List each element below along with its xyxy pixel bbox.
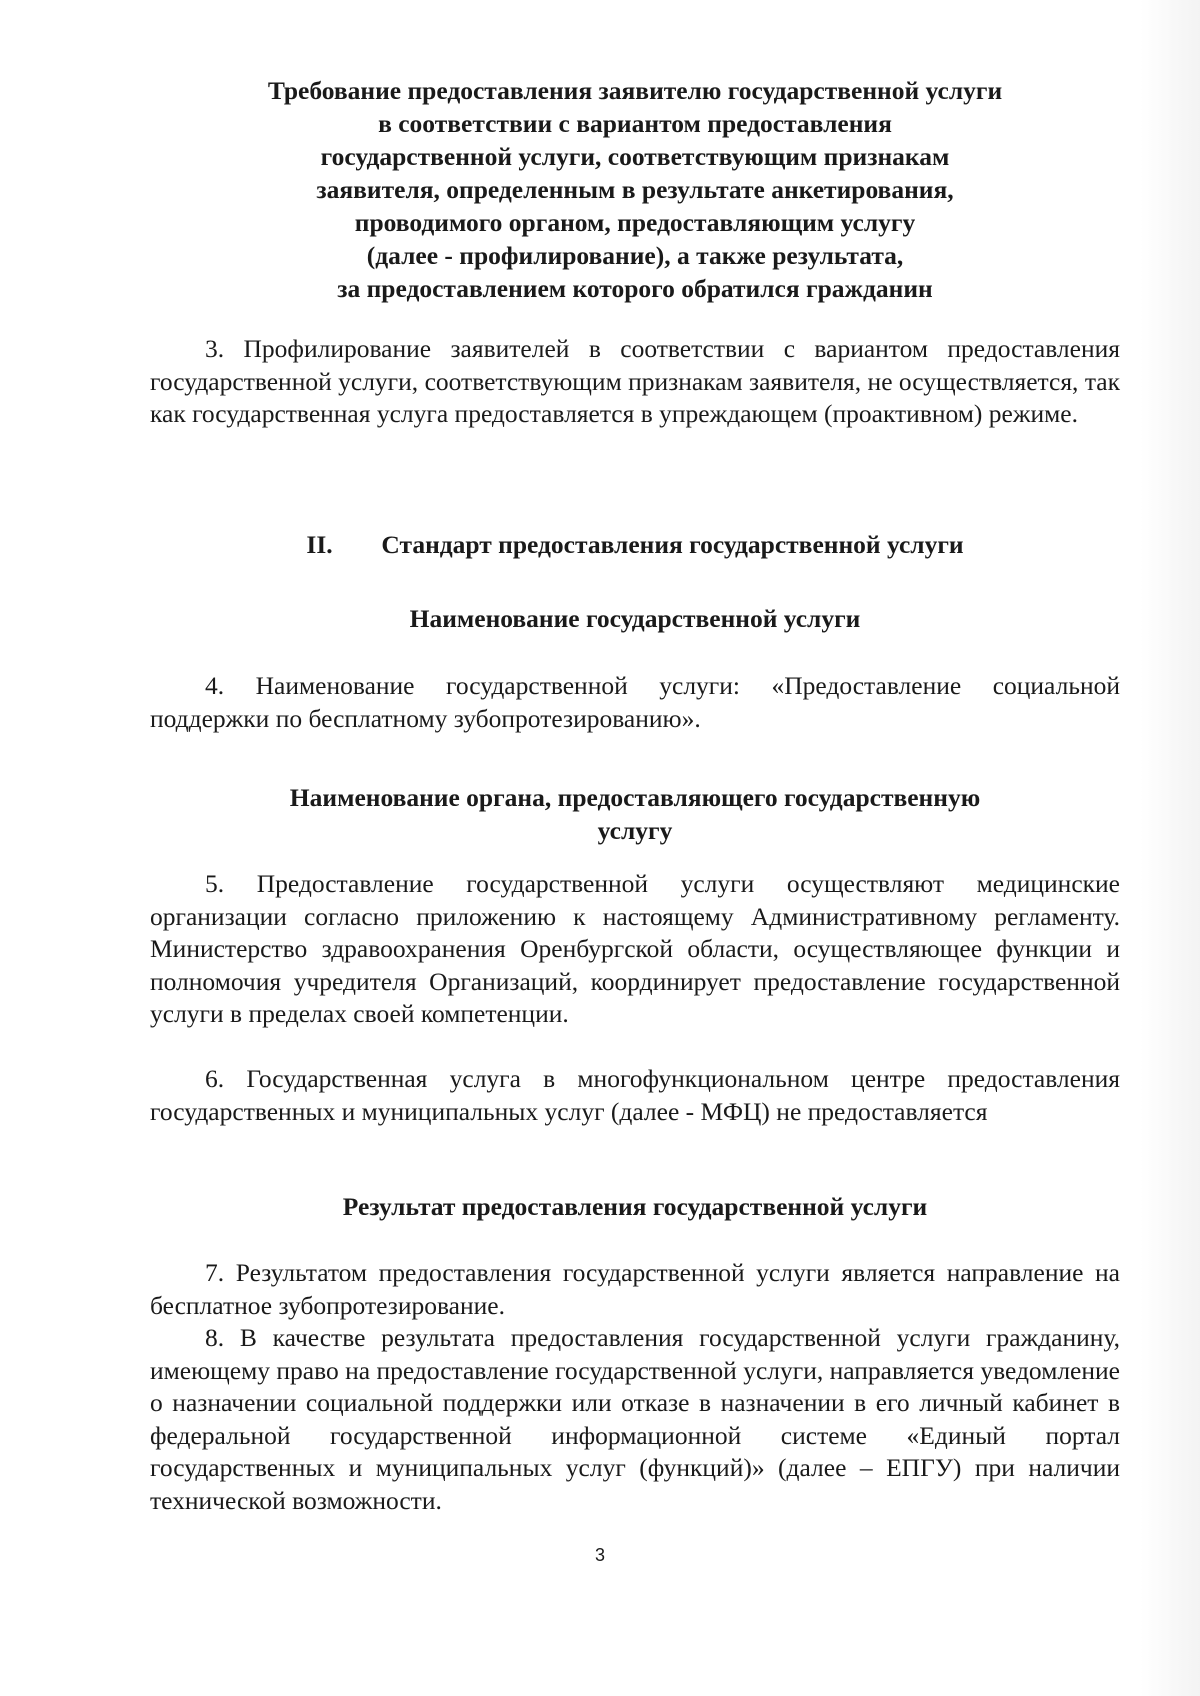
paragraph-7: 7. Результатом предоставления государственной услуги является направление на бесплатное зубопротезирование. xyxy=(150,1258,1120,1320)
section-heading xyxy=(150,528,1120,561)
heading-organ-line: услугу xyxy=(597,816,673,845)
title-line: в соответствии с вариантом предоставления xyxy=(378,109,892,138)
title-line: Требование предоставления заявителю государственной услуги xyxy=(267,76,1003,105)
heading-service-name: Наименование государственной услуги xyxy=(409,604,861,633)
title-line: за предоставлением которого обратился гражданин xyxy=(337,274,933,303)
paragraph-8: 8. В качестве результата предоставления государственной услуги гражданину, имеющему право на предоставление государственной услуги, направляется уведомление о назначении социальной поддержки или отказе в назначении в его личный кабинет в федеральной государственной информационной системе «Единый портал государственных и муниципальных услуг (функций)» (далее – ЕПГУ) при наличии технической возможности. xyxy=(150,1323,1120,1515)
title-block xyxy=(150,74,1120,305)
paragraph-4: 4. Наименование государственной услуги: «Предоставление социальной поддержки по бесплатному зубопротезированию». xyxy=(150,671,1120,733)
title-line: государственной услуги, соответствующим признакам xyxy=(320,142,950,171)
paragraph-3: 3. Профилирование заявителей в соответствии с вариантом предоставления государственной услуги, соответствующим признакам заявителя, не осуществляется, так как государственная услуга предоставляется в упреждающем (проактивном) режиме. xyxy=(150,334,1120,428)
section-number: II. xyxy=(306,530,333,559)
paragraph-6: 6. Государственная услуга в многофункциональном центре предоставления государственных и муниципальных услуг (далее - МФЦ) не предоставляется xyxy=(150,1064,1120,1126)
title-line: проводимого органом, предоставляющим услугу xyxy=(354,208,916,237)
heading-result: Результат предоставления государственной услуги xyxy=(342,1192,928,1221)
section-title: Стандарт предоставления государственной услуги xyxy=(381,530,964,559)
heading-organ xyxy=(150,781,1120,847)
paragraph-5: 5. Предоставление государственной услуги осуществляют медицинские организации согласно приложению к настоящему Административному регламенту. Министерство здравоохранения Оренбургской области, осуществляющее функции и полномочия учредителя Организаций, координирует предоставление государственной услуги в пределах своей компетенции. xyxy=(150,869,1120,1028)
title-line: (далее - профилирование), а также результата, xyxy=(366,241,904,270)
heading-organ-line: Наименование органа, предоставляющего государственную xyxy=(289,783,981,812)
scan-edge-shadow xyxy=(1140,0,1200,1696)
page-number: 3 xyxy=(594,1545,605,1565)
title-line: заявителя, определенным в результате анкетирования, xyxy=(316,175,954,204)
